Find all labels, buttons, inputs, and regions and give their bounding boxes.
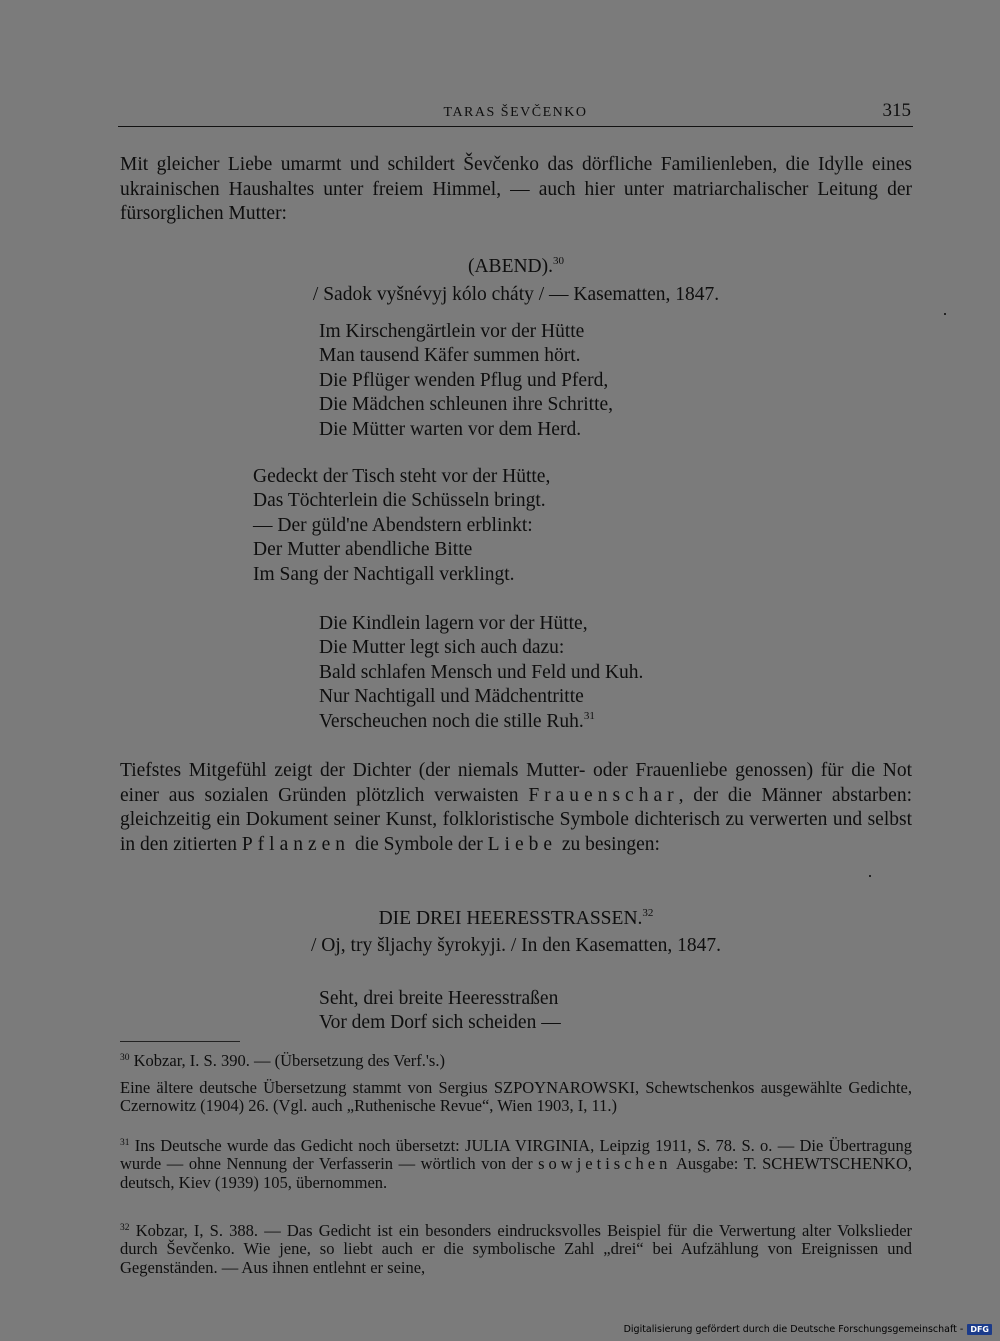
verse-line: Die Pflüger wenden Pflug und Pferd, [319, 369, 609, 391]
verse-line: Im Sang der Nachtigall verklingt. [253, 563, 515, 585]
footnote-ref-30: 30 [553, 255, 565, 267]
verse-line: Gedeckt der Tisch steht vor der Hütte, [253, 466, 551, 487]
verse-line: Die Mütter warten vor dem Herd. [319, 418, 582, 440]
emphasis-sowjetischen: sowjetischen [538, 1154, 672, 1174]
footnote-ref-32: 32 [642, 907, 654, 919]
verse-line: — Der güld'ne Abendstern erblinkt: [253, 514, 533, 536]
footnote-ref-31: 31 [583, 709, 595, 722]
verse-line-last [319, 710, 643, 734]
credit-text: Digitalisierung gefördert durch die Deutsche Forschungsgemeinschaft - [623, 1324, 964, 1335]
verse-line: Bald schlafen Mensch und Feld und Kuh. [319, 661, 644, 683]
paragraph-text: , der die Männer abstarben: gleichzeitig ein Dokument seiner Kunst, folkloristische Symbole dichterisch zu verwerten und selbst in den zitierten [120, 784, 912, 855]
page-number: 315 [882, 100, 911, 121]
running-title: TARAS ŠEVČENKO [443, 105, 588, 120]
verse-line-text: Verscheuchen noch die stille Ruh. [319, 710, 584, 732]
paragraph-text: zu besingen: [557, 833, 660, 855]
dfg-logo: DFG [967, 1324, 992, 1335]
second-paragraph [120, 759, 912, 857]
verse-line: Vor dem Dorf sich scheiden — [319, 1012, 561, 1034]
footnote-divider [120, 1041, 240, 1042]
verse-line: Nur Nachtigall und Mädchentritte [319, 686, 584, 708]
poem2-title [120, 907, 912, 931]
verse-line: Die Mädchen schleunen ihre Schritte, [319, 394, 614, 416]
footnote-31 [120, 1137, 912, 1192]
verse-line: Seht, drei breite Heeresstraßen [319, 988, 559, 1009]
digitization-credit [624, 1324, 992, 1335]
scan-speck [944, 313, 946, 315]
footnote-30 [120, 1052, 912, 1070]
footnote-number: 31 [120, 1138, 130, 1148]
poem2-stanza1 [319, 987, 561, 1036]
footnote-text: Kobzar, I. S. 390. — (Übersetzung des Verf.'s.) [133, 1051, 445, 1070]
verse-line: Das Töchterlein die Schüsseln bringt. [253, 490, 546, 512]
footnote-number: 30 [120, 1053, 130, 1063]
poem1-title-text: (ABEND). [467, 256, 554, 277]
verse-line: Die Mutter legt sich auch dazu: [319, 637, 565, 659]
emphasis-frauenschar: Frauenschar [528, 784, 679, 806]
poem2-title-text: DIE DREI HEERESSTRASSEN. [378, 908, 643, 929]
poem1-subtitle: / Sadok vyšnévyj kólo cháty / — Kasematten, 1847. [312, 284, 720, 305]
poem1-stanza1 [319, 320, 613, 442]
verse-line: Der Mutter abendliche Bitte [253, 539, 473, 561]
emphasis-liebe: Liebe [487, 833, 558, 855]
footnote-30-continuation: Eine ältere deutsche Übersetzung stammt von Sergius SZPOYNAROWSKI, Schewtschenkos ausgewählte Gedichte, Czernowitz (1904) 26. (Vgl. auch „Ruthenische Revue“, Wien 1903, I, 11.) [120, 1078, 912, 1116]
poem1-stanza3 [319, 612, 643, 734]
intro-paragraph: Mit gleicher Liebe umarmt und schildert Ševčenko das dörfliche Familienleben, die Idylle eines ukrainischen Haushaltes unter freiem Himmel, — auch hier unter matriarchalischer Leitung der fürsorglichen Mutter: [120, 154, 912, 224]
scan-speck [869, 875, 871, 877]
verse-line: Im Kirschengärtlein vor der Hütte [319, 321, 585, 342]
page-header [118, 96, 913, 127]
poem2-subtitle: / Oj, try šljachy šyrokyji. / In den Kasematten, 1847. [311, 935, 721, 956]
poem1-stanza2 [253, 465, 550, 587]
footnote-32 [120, 1222, 912, 1277]
poem1-title [120, 255, 912, 279]
footnote-text: Ins Deutsche wurde das Gedicht noch übersetzt: JULIA VIRGINIA, Leipzig 1911, S. 78. S. o. — Die Übertragung wurde — ohne Nennung der Verfasserin — wörtlich von der [120, 1136, 912, 1174]
verse-line: Man tausend Käfer summen hört. [319, 345, 581, 367]
paragraph-text: die Symbole der [350, 833, 488, 855]
emphasis-pflanzen: Pflanzen [241, 833, 351, 855]
footnote-text: Ausgabe: T. SCHEWTSCHENKO, deutsch, Kiev (1939) 105, übernommen. [120, 1154, 913, 1192]
paragraph-text: Tiefstes Mitgefühl zeigt der Dichter (der niemals Mutter- oder Frauenliebe genossen) für die Not einer aus sozialen Gründen plötzlich verwaisten [120, 760, 912, 806]
verse-line: Die Kindlein lagern vor der Hütte, [319, 613, 588, 634]
footnote-number: 32 [120, 1223, 130, 1233]
footnote-text: Kobzar, I, S. 388. — Das Gedicht ist ein besonders eindrucksvolles Beispiel für die Verwertung alter Volkslieder durch Ševčenko. Wie jene, so liebt auch er die symbolische Zahl „drei“ bei Aufzählung von Ereignissen und Gegenständen. — Aus ihnen entlehnt er seine, [120, 1221, 913, 1277]
